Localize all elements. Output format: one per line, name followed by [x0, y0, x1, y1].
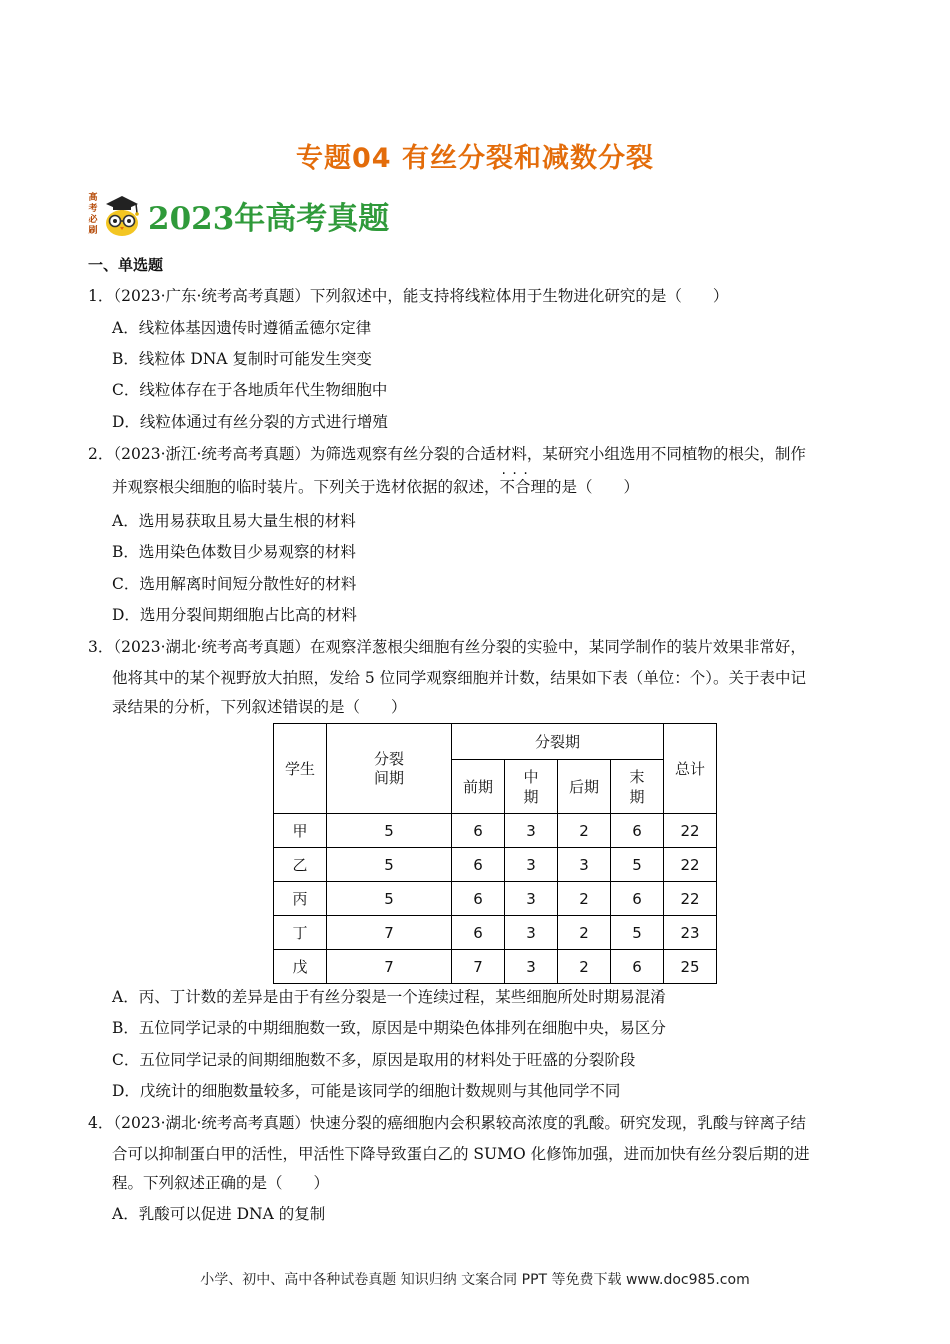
option-b: B．选用染色体数目少易观察的材料: [112, 543, 356, 561]
cell-metaphase: 3: [505, 950, 558, 984]
owl-mascot-icon: [102, 193, 142, 237]
section-heading: 一、单选题: [88, 256, 164, 274]
header-interphase: 分裂间期: [327, 724, 452, 814]
cell-interphase: 5: [327, 814, 452, 848]
cell-student: 戊: [274, 950, 327, 984]
cell-student: 乙: [274, 848, 327, 882]
cell-telophase: 6: [611, 814, 664, 848]
cell-prophase: 6: [452, 882, 505, 916]
option-c: C．五位同学记录的间期细胞数不多，原因是取用的材料处于旺盛的分裂阶段: [112, 1051, 636, 1069]
cell-total: 23: [664, 916, 717, 950]
cell-student: 丁: [274, 916, 327, 950]
cell-interphase: 5: [327, 848, 452, 882]
header-division-phase: 分裂期: [452, 724, 664, 760]
table-row: [274, 814, 717, 848]
question-4: [88, 1111, 806, 1133]
header-prophase: 前期: [452, 760, 505, 814]
question-4-line-2: 合可以抑制蛋白甲的活性，甲活性下降导致蛋白乙的 SUMO 化修饰加强，进而加快有丝分裂后期的进: [112, 1145, 810, 1163]
option-d: D．选用分裂间期细胞占比高的材料: [112, 606, 357, 624]
cell-interphase: 7: [327, 950, 452, 984]
cell-total: 22: [664, 882, 717, 916]
cell-telophase: 5: [611, 848, 664, 882]
cell-total: 22: [664, 814, 717, 848]
option-d: D．戊统计的细胞数量较多，可能是该同学的细胞计数规则与其他同学不同: [112, 1082, 621, 1100]
cell-student: 甲: [274, 814, 327, 848]
header-total: 总计: [664, 724, 717, 814]
question-3: [88, 635, 806, 657]
cell-telophase: 6: [611, 882, 664, 916]
question-text: （2023·湖北·统考高考真题）快速分裂的癌细胞内会积累较高浓度的乳酸。研究发现，乳酸与锌离子结: [113, 1114, 806, 1132]
question-1: [88, 284, 728, 306]
banner-title: 2023年高考真题: [148, 200, 390, 237]
question-number: 3．: [88, 638, 114, 656]
cell-prophase: 6: [452, 848, 505, 882]
header-student: 学生: [274, 724, 327, 814]
question-number: 4．: [88, 1114, 114, 1132]
question-2-line-2: [112, 475, 639, 497]
cell-metaphase: 3: [505, 814, 558, 848]
header-metaphase: 中期: [505, 760, 558, 814]
question-2: [88, 442, 806, 464]
cell-telophase: 5: [611, 916, 664, 950]
option-b: B．五位同学记录的中期细胞数一致，原因是中期染色体排列在细胞中央，易区分: [112, 1019, 666, 1037]
cell-student: 丙: [274, 882, 327, 916]
document-title: 专题04 有丝分裂和减数分裂: [296, 143, 654, 174]
question-number: 1．: [88, 287, 114, 305]
cell-total: 25: [664, 950, 717, 984]
question-text: 并观察根尖细胞的临时装片。下列关于选材依据的叙述，: [112, 478, 500, 496]
option-d: D．线粒体通过有丝分裂的方式进行增殖: [112, 413, 388, 431]
section-banner: [86, 188, 389, 242]
cell-metaphase: 3: [505, 848, 558, 882]
option-a: A．线粒体基因遗传时遵循孟德尔定律: [112, 319, 372, 337]
header-anaphase: 后期: [558, 760, 611, 814]
table-row: [274, 882, 717, 916]
cell-prophase: 6: [452, 916, 505, 950]
cell-anaphase: 2: [558, 950, 611, 984]
header-telophase: 末期: [611, 760, 664, 814]
cell-metaphase: 3: [505, 916, 558, 950]
question-number: 2．: [88, 445, 114, 463]
cell-interphase: 5: [327, 882, 452, 916]
cell-anaphase: 2: [558, 814, 611, 848]
cell-prophase: 6: [452, 814, 505, 848]
table-row: [274, 848, 717, 882]
cell-total: 22: [664, 848, 717, 882]
cell-telophase: 6: [611, 950, 664, 984]
table-row: [274, 916, 717, 950]
cell-count-table: [273, 723, 717, 984]
cell-prophase: 7: [452, 950, 505, 984]
page-footer: 小学、初中、高中各种试卷真题 知识归纳 文案合同 PPT 等免费下载 www.doc985.com: [200, 1272, 750, 1288]
cell-anaphase: 3: [558, 848, 611, 882]
question-3-line-3: 录结果的分析，下列叙述错误的是（ ）: [112, 698, 407, 716]
question-text: （2023·广东·统考高考真题）下列叙述中，能支持将线粒体用于生物进化研究的是（ ）: [113, 287, 729, 305]
badge-text: 高考必刷: [88, 193, 98, 236]
option-a: A．选用易获取且易大量生根的材料: [112, 512, 356, 530]
option-c: C．选用解离时间短分散性好的材料: [112, 575, 357, 593]
question-3-line-2: 他将其中的某个视野放大拍照，发给 5 位同学观察细胞并计数，结果如下表（单位：个）。关于表中记: [112, 669, 806, 687]
question-text: （2023·浙江·统考高考真题）为筛选观察有丝分裂的合适材料，某研究小组选用不同植物的根尖，制作: [113, 445, 806, 463]
table-row: [274, 950, 717, 984]
question-4-line-3: 程。下列叙述正确的是（ ）: [112, 1174, 330, 1192]
cell-anaphase: 2: [558, 882, 611, 916]
question-text: （2023·湖北·统考高考真题）在观察洋葱根尖细胞有丝分裂的实验中，某同学制作的装片效果非常好，: [113, 638, 806, 656]
cell-interphase: 7: [327, 916, 452, 950]
option-b: B．线粒体 DNA 复制时可能发生突变: [112, 350, 372, 368]
option-a: A．丙、丁计数的差异是由于有丝分裂是一个连续过程，某些细胞所处时期易混淆: [112, 988, 666, 1006]
question-text: 的是（ ）: [546, 478, 640, 496]
cell-metaphase: 3: [505, 882, 558, 916]
emphasis-text: · · · 不合理: [500, 478, 547, 496]
option-c: C．线粒体存在于各地质年代生物细胞中: [112, 381, 388, 399]
cell-anaphase: 2: [558, 916, 611, 950]
option-a: A．乳酸可以促进 DNA 的复制: [112, 1205, 326, 1223]
